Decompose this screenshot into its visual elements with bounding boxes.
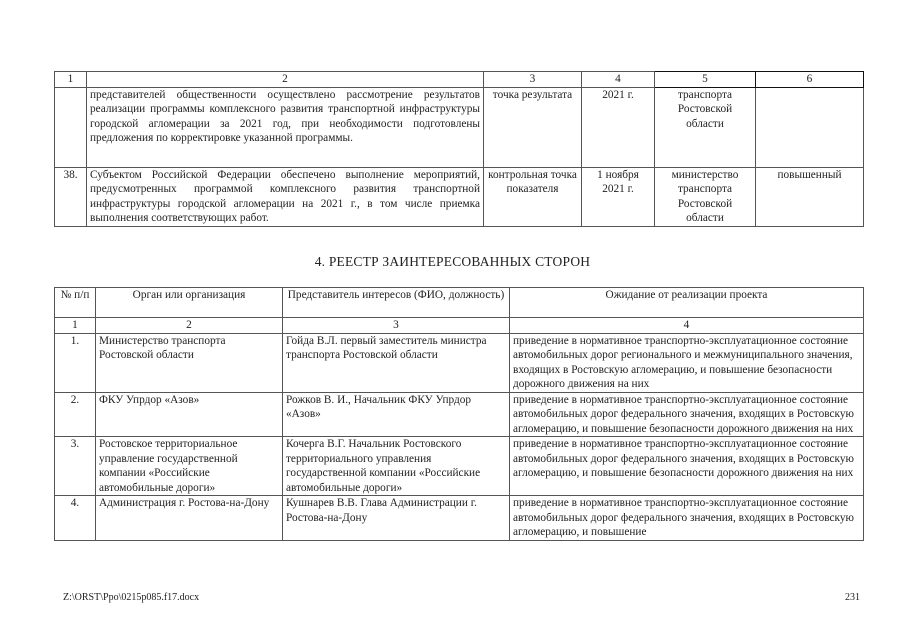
representative: Кушнарев В.В. Глава Администрации г. Ростова-на-Дону bbox=[283, 496, 510, 541]
stakeholder-registry-table bbox=[54, 287, 864, 541]
header-num: № п/п bbox=[55, 288, 96, 318]
table-row bbox=[55, 496, 864, 541]
table-row bbox=[55, 87, 864, 167]
header-cell: 4 bbox=[582, 72, 655, 88]
table-row bbox=[55, 167, 864, 226]
header-cell: 1 bbox=[55, 72, 87, 88]
file-path: Z:\ORST\Ppo\0215p085.f17.docx bbox=[63, 592, 200, 603]
organization: Ростовское территориальное управление государственной компании «Российские автомобильные дороги» bbox=[96, 437, 283, 496]
representative: Кочерга В.Г. Начальник Ростовского территориального управления государственной компании «Российские автомобильные дороги» bbox=[283, 437, 510, 496]
point-type: точка результата bbox=[484, 87, 582, 167]
column-number: 2 bbox=[96, 318, 283, 334]
point-type: контрольная точка показателя bbox=[484, 167, 582, 226]
deadline: 2021 г. bbox=[582, 87, 655, 167]
table-row bbox=[55, 333, 864, 392]
section-title: 4. РЕЕСТР ЗАИНТЕРЕСОВАННЫХ СТОРОН bbox=[314, 254, 591, 269]
header-expect: Ожидание от реализации проекта bbox=[510, 288, 864, 318]
expectation: приведение в нормативное транспортно-эксплуатационное состояние автомобильных дорог регионального и межмуниципального значения, входящих в Ростовскую агломерацию, и повышение безопасности дорожного движения на них bbox=[510, 333, 864, 392]
representative: Гойда В.Л. первый заместитель министра транспорта Ростовской области bbox=[283, 333, 510, 392]
row-number: 3. bbox=[55, 437, 96, 496]
level bbox=[756, 87, 864, 167]
row-number: 4. bbox=[55, 496, 96, 541]
header-cell: 6 bbox=[756, 72, 864, 88]
row-number: 2. bbox=[55, 392, 96, 437]
column-number: 3 bbox=[283, 318, 510, 334]
expectation: приведение в нормативное транспортно-эксплуатационное состояние автомобильных дорог федерального значения, входящих в Ростовскую агломерацию, и повышение безопасности дорожного движения на них bbox=[510, 437, 864, 496]
deadline: 1 ноября 2021 г. bbox=[582, 167, 655, 226]
organization: ФКУ Упрдор «Азов» bbox=[96, 392, 283, 437]
organization: Администрация г. Ростова-на-Дону bbox=[96, 496, 283, 541]
column-numbers-row bbox=[55, 318, 864, 334]
header-cell: 3 bbox=[484, 72, 582, 88]
organization: Министерство транспорта Ростовской области bbox=[96, 333, 283, 392]
page-number: 231 bbox=[845, 592, 860, 603]
representative: Рожков В. И., Начальник ФКУ Упрдор «Азов» bbox=[283, 392, 510, 437]
responsible: транспорта Ростовской области bbox=[655, 87, 756, 167]
event-description: Субъектом Российской Федерации обеспечено выполнение мероприятий, предусмотренных программой комплексного развития транспортной инфраструктуры городской агломерации на 2021 г., в том числе приемка выполнения соответствующих работ. bbox=[87, 167, 484, 226]
header-rep: Представитель интересов (ФИО, должность) bbox=[283, 288, 510, 318]
column-number: 4 bbox=[510, 318, 864, 334]
continuation-table bbox=[54, 71, 864, 227]
event-description: представителей общественности осуществлено рассмотрение результатов реализации программы комплексного развития транспортной инфраструктуры городской агломерации за 2021 год, при необходимости подготовлены предложения по корректировке указанной программы. bbox=[87, 87, 484, 167]
level: повышенный bbox=[756, 167, 864, 226]
expectation: приведение в нормативное транспортно-эксплуатационное состояние автомобильных дорог федерального значения, входящих в Ростовскую агломерацию, и повышение безопасности дорожного движения на них bbox=[510, 392, 864, 437]
table-row bbox=[55, 392, 864, 437]
responsible: министерство транспорта Ростовской области bbox=[655, 167, 756, 226]
table-header-row bbox=[55, 288, 864, 318]
row-number: 1. bbox=[55, 333, 96, 392]
expectation: приведение в нормативное транспортно-эксплуатационное состояние автомобильных дорог федерального значения, входящих в Ростовскую агломерацию, и повышение bbox=[510, 496, 864, 541]
table-row bbox=[55, 437, 864, 496]
column-number: 1 bbox=[55, 318, 96, 334]
header-cell: 2 bbox=[87, 72, 484, 88]
header-org: Орган или организация bbox=[96, 288, 283, 318]
row-number: 38. bbox=[55, 167, 87, 226]
header-cell: 5 bbox=[655, 72, 756, 88]
row-number bbox=[55, 87, 87, 167]
table-header-row bbox=[55, 72, 864, 88]
